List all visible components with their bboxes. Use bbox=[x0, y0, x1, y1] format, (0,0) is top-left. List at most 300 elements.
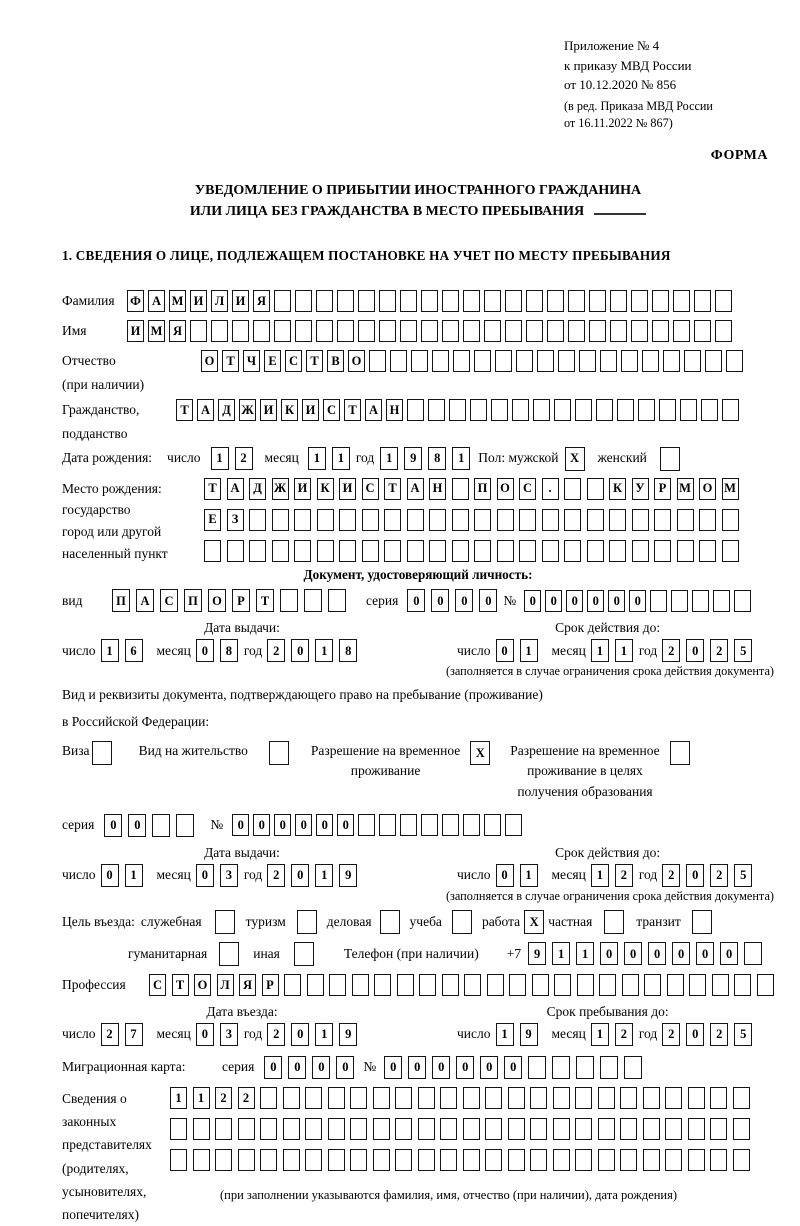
char-cell[interactable]: 1 bbox=[315, 864, 333, 887]
char-cell[interactable] bbox=[304, 589, 322, 612]
char-cell[interactable] bbox=[575, 399, 592, 421]
char-cell[interactable]: . bbox=[542, 478, 559, 500]
char-cell[interactable]: Т bbox=[256, 589, 274, 612]
char-cell[interactable] bbox=[596, 399, 613, 421]
char-cell[interactable] bbox=[589, 320, 606, 342]
char-cell[interactable] bbox=[316, 320, 333, 342]
char-cell[interactable] bbox=[227, 540, 244, 562]
char-cell[interactable]: 0 bbox=[496, 864, 514, 887]
char-cell[interactable]: 2 bbox=[238, 1087, 255, 1109]
char-cell[interactable]: К bbox=[317, 478, 334, 500]
char-cell[interactable]: 0 bbox=[696, 942, 714, 965]
char-cell[interactable]: 1 bbox=[332, 447, 350, 470]
char-cell[interactable] bbox=[715, 290, 732, 312]
char-cell[interactable]: 7 bbox=[125, 1023, 143, 1046]
char-cell[interactable]: О bbox=[497, 478, 514, 500]
char-cell[interactable] bbox=[624, 1056, 642, 1079]
char-cell[interactable]: П bbox=[474, 478, 491, 500]
char-cell[interactable]: А bbox=[407, 478, 424, 500]
char-cell[interactable] bbox=[577, 974, 594, 996]
char-cell[interactable] bbox=[547, 320, 564, 342]
char-cell[interactable] bbox=[470, 399, 487, 421]
char-cell[interactable] bbox=[710, 1087, 727, 1109]
char-cell[interactable]: 0 bbox=[720, 942, 738, 965]
char-cell[interactable] bbox=[733, 1118, 750, 1140]
char-cell[interactable]: 1 bbox=[520, 864, 538, 887]
char-cell[interactable]: О bbox=[194, 974, 211, 996]
char-cell[interactable]: З bbox=[227, 509, 244, 531]
char-cell[interactable] bbox=[419, 974, 436, 996]
char-cell[interactable] bbox=[576, 1056, 594, 1079]
char-cell[interactable]: 6 bbox=[125, 639, 143, 662]
char-cell[interactable] bbox=[692, 590, 709, 612]
char-cell[interactable] bbox=[715, 320, 732, 342]
char-cell[interactable] bbox=[379, 290, 396, 312]
char-cell[interactable] bbox=[440, 1087, 457, 1109]
char-cell[interactable] bbox=[526, 320, 543, 342]
char-cell[interactable] bbox=[442, 974, 459, 996]
char-cell[interactable] bbox=[373, 1118, 390, 1140]
char-cell[interactable] bbox=[453, 350, 470, 372]
char-cell[interactable] bbox=[421, 320, 438, 342]
char-cell[interactable]: О bbox=[699, 478, 716, 500]
temp-residence-education-checkbox[interactable] bbox=[670, 741, 690, 765]
char-cell[interactable] bbox=[642, 350, 659, 372]
char-cell[interactable] bbox=[575, 1087, 592, 1109]
char-cell[interactable] bbox=[204, 540, 221, 562]
char-cell[interactable] bbox=[600, 1056, 618, 1079]
char-cell[interactable] bbox=[671, 590, 688, 612]
char-cell[interactable]: 0 bbox=[337, 814, 354, 836]
char-cell[interactable] bbox=[710, 1118, 727, 1140]
char-cell[interactable] bbox=[599, 974, 616, 996]
char-cell[interactable] bbox=[643, 1118, 660, 1140]
char-cell[interactable] bbox=[295, 320, 312, 342]
char-cell[interactable] bbox=[663, 350, 680, 372]
char-cell[interactable] bbox=[589, 290, 606, 312]
char-cell[interactable]: Ж bbox=[239, 399, 256, 421]
char-cell[interactable] bbox=[400, 290, 417, 312]
char-cell[interactable]: 5 bbox=[734, 1023, 752, 1046]
purpose-humanitarian-checkbox[interactable] bbox=[219, 942, 239, 966]
char-cell[interactable]: А bbox=[148, 290, 165, 312]
purpose-other-checkbox[interactable] bbox=[294, 942, 314, 966]
female-checkbox[interactable] bbox=[660, 447, 680, 471]
char-cell[interactable]: 0 bbox=[408, 1056, 426, 1079]
char-cell[interactable] bbox=[610, 290, 627, 312]
char-cell[interactable]: 3 bbox=[220, 1023, 238, 1046]
char-cell[interactable]: 0 bbox=[432, 1056, 450, 1079]
char-cell[interactable]: 1 bbox=[591, 639, 609, 662]
char-cell[interactable] bbox=[519, 509, 536, 531]
char-cell[interactable] bbox=[598, 1087, 615, 1109]
char-cell[interactable] bbox=[283, 1118, 300, 1140]
char-cell[interactable] bbox=[587, 478, 604, 500]
char-cell[interactable]: 0 bbox=[291, 639, 309, 662]
visa-checkbox[interactable] bbox=[92, 741, 112, 765]
char-cell[interactable] bbox=[710, 1149, 727, 1171]
char-cell[interactable] bbox=[553, 1087, 570, 1109]
char-cell[interactable]: А bbox=[136, 589, 154, 612]
char-cell[interactable]: 0 bbox=[456, 1056, 474, 1079]
char-cell[interactable]: О bbox=[208, 589, 226, 612]
char-cell[interactable] bbox=[442, 290, 459, 312]
char-cell[interactable] bbox=[484, 814, 501, 836]
char-cell[interactable] bbox=[694, 290, 711, 312]
char-cell[interactable] bbox=[509, 974, 526, 996]
char-cell[interactable] bbox=[713, 590, 730, 612]
char-cell[interactable] bbox=[374, 974, 391, 996]
char-cell[interactable] bbox=[442, 814, 459, 836]
char-cell[interactable]: 0 bbox=[128, 814, 146, 837]
char-cell[interactable] bbox=[553, 1118, 570, 1140]
char-cell[interactable]: 2 bbox=[662, 639, 680, 662]
char-cell[interactable] bbox=[400, 320, 417, 342]
temp-residence-checkbox[interactable]: X bbox=[470, 741, 490, 765]
char-cell[interactable]: 1 bbox=[496, 1023, 514, 1046]
char-cell[interactable]: 0 bbox=[291, 864, 309, 887]
char-cell[interactable] bbox=[610, 320, 627, 342]
char-cell[interactable]: 1 bbox=[591, 864, 609, 887]
char-cell[interactable]: 0 bbox=[196, 639, 214, 662]
char-cell[interactable]: М bbox=[169, 290, 186, 312]
char-cell[interactable] bbox=[722, 540, 739, 562]
char-cell[interactable] bbox=[429, 509, 446, 531]
char-cell[interactable] bbox=[193, 1149, 210, 1171]
char-cell[interactable] bbox=[568, 290, 585, 312]
char-cell[interactable] bbox=[463, 814, 480, 836]
char-cell[interactable]: 2 bbox=[662, 1023, 680, 1046]
char-cell[interactable] bbox=[620, 1149, 637, 1171]
char-cell[interactable]: 1 bbox=[615, 639, 633, 662]
char-cell[interactable] bbox=[395, 1087, 412, 1109]
char-cell[interactable] bbox=[294, 509, 311, 531]
char-cell[interactable]: К bbox=[609, 478, 626, 500]
char-cell[interactable]: Е bbox=[264, 350, 281, 372]
char-cell[interactable] bbox=[369, 350, 386, 372]
char-cell[interactable]: 0 bbox=[600, 942, 618, 965]
char-cell[interactable] bbox=[508, 1087, 525, 1109]
char-cell[interactable] bbox=[328, 589, 346, 612]
char-cell[interactable]: М bbox=[722, 478, 739, 500]
char-cell[interactable] bbox=[463, 1149, 480, 1171]
char-cell[interactable] bbox=[452, 478, 469, 500]
char-cell[interactable]: 9 bbox=[404, 447, 422, 470]
char-cell[interactable]: 0 bbox=[686, 864, 704, 887]
char-cell[interactable] bbox=[491, 399, 508, 421]
char-cell[interactable]: 1 bbox=[125, 864, 143, 887]
char-cell[interactable] bbox=[190, 320, 207, 342]
char-cell[interactable] bbox=[474, 540, 491, 562]
char-cell[interactable] bbox=[272, 509, 289, 531]
char-cell[interactable] bbox=[621, 350, 638, 372]
char-cell[interactable] bbox=[484, 290, 501, 312]
char-cell[interactable]: 1 bbox=[211, 447, 229, 470]
char-cell[interactable] bbox=[734, 590, 751, 612]
char-cell[interactable]: 0 bbox=[545, 590, 562, 612]
char-cell[interactable] bbox=[677, 540, 694, 562]
char-cell[interactable] bbox=[487, 974, 504, 996]
char-cell[interactable] bbox=[215, 1118, 232, 1140]
char-cell[interactable] bbox=[631, 290, 648, 312]
char-cell[interactable]: О bbox=[348, 350, 365, 372]
char-cell[interactable] bbox=[673, 320, 690, 342]
char-cell[interactable]: 9 bbox=[339, 1023, 357, 1046]
purpose-study-checkbox[interactable] bbox=[452, 910, 472, 934]
char-cell[interactable] bbox=[659, 399, 676, 421]
char-cell[interactable] bbox=[272, 540, 289, 562]
char-cell[interactable]: Я bbox=[239, 974, 256, 996]
char-cell[interactable] bbox=[505, 814, 522, 836]
char-cell[interactable]: А bbox=[227, 478, 244, 500]
char-cell[interactable] bbox=[238, 1118, 255, 1140]
char-cell[interactable] bbox=[744, 942, 762, 965]
char-cell[interactable]: В bbox=[327, 350, 344, 372]
char-cell[interactable] bbox=[665, 1149, 682, 1171]
char-cell[interactable]: 0 bbox=[101, 864, 119, 887]
char-cell[interactable] bbox=[305, 1118, 322, 1140]
char-cell[interactable]: И bbox=[302, 399, 319, 421]
char-cell[interactable] bbox=[530, 1149, 547, 1171]
char-cell[interactable] bbox=[373, 1149, 390, 1171]
char-cell[interactable] bbox=[684, 350, 701, 372]
char-cell[interactable]: Т bbox=[344, 399, 361, 421]
char-cell[interactable] bbox=[631, 320, 648, 342]
char-cell[interactable] bbox=[215, 1149, 232, 1171]
char-cell[interactable]: Т bbox=[222, 350, 239, 372]
char-cell[interactable]: 1 bbox=[591, 1023, 609, 1046]
char-cell[interactable]: 2 bbox=[101, 1023, 119, 1046]
char-cell[interactable]: Я bbox=[253, 290, 270, 312]
char-cell[interactable]: 2 bbox=[710, 864, 728, 887]
char-cell[interactable] bbox=[350, 1118, 367, 1140]
char-cell[interactable] bbox=[528, 1056, 546, 1079]
char-cell[interactable]: К bbox=[281, 399, 298, 421]
char-cell[interactable] bbox=[485, 1087, 502, 1109]
char-cell[interactable] bbox=[598, 1149, 615, 1171]
char-cell[interactable]: 1 bbox=[576, 942, 594, 965]
char-cell[interactable]: Н bbox=[386, 399, 403, 421]
char-cell[interactable]: С bbox=[285, 350, 302, 372]
char-cell[interactable] bbox=[632, 509, 649, 531]
char-cell[interactable]: 2 bbox=[267, 864, 285, 887]
char-cell[interactable] bbox=[260, 1087, 277, 1109]
char-cell[interactable] bbox=[530, 1087, 547, 1109]
char-cell[interactable]: 0 bbox=[672, 942, 690, 965]
char-cell[interactable] bbox=[600, 350, 617, 372]
char-cell[interactable]: 0 bbox=[291, 1023, 309, 1046]
char-cell[interactable] bbox=[701, 399, 718, 421]
char-cell[interactable] bbox=[249, 509, 266, 531]
char-cell[interactable] bbox=[519, 540, 536, 562]
char-cell[interactable] bbox=[463, 1087, 480, 1109]
char-cell[interactable] bbox=[542, 540, 559, 562]
char-cell[interactable]: 1 bbox=[520, 639, 538, 662]
char-cell[interactable] bbox=[170, 1118, 187, 1140]
char-cell[interactable] bbox=[652, 290, 669, 312]
char-cell[interactable] bbox=[193, 1118, 210, 1140]
char-cell[interactable] bbox=[652, 320, 669, 342]
char-cell[interactable]: Л bbox=[211, 290, 228, 312]
char-cell[interactable] bbox=[328, 1118, 345, 1140]
char-cell[interactable] bbox=[575, 1118, 592, 1140]
char-cell[interactable] bbox=[395, 1149, 412, 1171]
char-cell[interactable] bbox=[449, 399, 466, 421]
char-cell[interactable]: 2 bbox=[710, 639, 728, 662]
char-cell[interactable]: 0 bbox=[196, 864, 214, 887]
char-cell[interactable]: И bbox=[232, 290, 249, 312]
char-cell[interactable] bbox=[452, 540, 469, 562]
char-cell[interactable] bbox=[665, 1087, 682, 1109]
char-cell[interactable]: Т bbox=[384, 478, 401, 500]
char-cell[interactable]: Д bbox=[249, 478, 266, 500]
char-cell[interactable] bbox=[568, 320, 585, 342]
char-cell[interactable]: Т bbox=[172, 974, 189, 996]
char-cell[interactable] bbox=[587, 540, 604, 562]
char-cell[interactable] bbox=[673, 290, 690, 312]
char-cell[interactable] bbox=[587, 509, 604, 531]
purpose-business-checkbox[interactable] bbox=[380, 910, 400, 934]
char-cell[interactable] bbox=[211, 320, 228, 342]
char-cell[interactable] bbox=[429, 540, 446, 562]
char-cell[interactable] bbox=[463, 290, 480, 312]
char-cell[interactable] bbox=[542, 509, 559, 531]
char-cell[interactable] bbox=[317, 540, 334, 562]
char-cell[interactable] bbox=[379, 320, 396, 342]
char-cell[interactable] bbox=[495, 350, 512, 372]
char-cell[interactable] bbox=[689, 974, 706, 996]
char-cell[interactable] bbox=[554, 974, 571, 996]
char-cell[interactable] bbox=[339, 540, 356, 562]
char-cell[interactable] bbox=[547, 290, 564, 312]
char-cell[interactable] bbox=[654, 540, 671, 562]
char-cell[interactable]: И bbox=[190, 290, 207, 312]
char-cell[interactable] bbox=[452, 509, 469, 531]
char-cell[interactable]: 1 bbox=[380, 447, 398, 470]
char-cell[interactable]: И bbox=[260, 399, 277, 421]
char-cell[interactable] bbox=[699, 509, 716, 531]
char-cell[interactable]: 0 bbox=[629, 590, 646, 612]
char-cell[interactable]: Р bbox=[232, 589, 250, 612]
char-cell[interactable] bbox=[733, 1149, 750, 1171]
char-cell[interactable] bbox=[598, 1118, 615, 1140]
char-cell[interactable] bbox=[688, 1118, 705, 1140]
char-cell[interactable] bbox=[295, 290, 312, 312]
char-cell[interactable]: 0 bbox=[253, 814, 270, 836]
char-cell[interactable] bbox=[418, 1087, 435, 1109]
char-cell[interactable]: 0 bbox=[336, 1056, 354, 1079]
char-cell[interactable] bbox=[428, 399, 445, 421]
char-cell[interactable] bbox=[238, 1149, 255, 1171]
char-cell[interactable]: 0 bbox=[232, 814, 249, 836]
char-cell[interactable] bbox=[564, 509, 581, 531]
char-cell[interactable]: М bbox=[148, 320, 165, 342]
char-cell[interactable]: 0 bbox=[316, 814, 333, 836]
char-cell[interactable] bbox=[463, 320, 480, 342]
char-cell[interactable] bbox=[654, 509, 671, 531]
char-cell[interactable]: О bbox=[201, 350, 218, 372]
char-cell[interactable]: 0 bbox=[431, 589, 449, 612]
char-cell[interactable]: 0 bbox=[566, 590, 583, 612]
char-cell[interactable] bbox=[632, 540, 649, 562]
char-cell[interactable] bbox=[280, 589, 298, 612]
char-cell[interactable] bbox=[328, 1149, 345, 1171]
char-cell[interactable]: У bbox=[632, 478, 649, 500]
char-cell[interactable] bbox=[553, 1149, 570, 1171]
char-cell[interactable]: Я bbox=[169, 320, 186, 342]
char-cell[interactable] bbox=[497, 509, 514, 531]
char-cell[interactable] bbox=[680, 399, 697, 421]
char-cell[interactable]: 0 bbox=[480, 1056, 498, 1079]
char-cell[interactable]: 0 bbox=[686, 639, 704, 662]
char-cell[interactable]: М bbox=[677, 478, 694, 500]
char-cell[interactable]: С bbox=[149, 974, 166, 996]
char-cell[interactable]: Л bbox=[217, 974, 234, 996]
char-cell[interactable]: Т bbox=[176, 399, 193, 421]
purpose-private-checkbox[interactable] bbox=[604, 910, 624, 934]
char-cell[interactable]: И bbox=[339, 478, 356, 500]
char-cell[interactable]: С bbox=[160, 589, 178, 612]
char-cell[interactable] bbox=[677, 509, 694, 531]
char-cell[interactable]: С bbox=[362, 478, 379, 500]
char-cell[interactable]: С bbox=[519, 478, 536, 500]
char-cell[interactable] bbox=[734, 974, 751, 996]
purpose-official-checkbox[interactable] bbox=[215, 910, 235, 934]
char-cell[interactable] bbox=[564, 540, 581, 562]
char-cell[interactable] bbox=[464, 974, 481, 996]
char-cell[interactable] bbox=[643, 1087, 660, 1109]
char-cell[interactable]: Ж bbox=[272, 478, 289, 500]
char-cell[interactable]: 5 bbox=[734, 864, 752, 887]
char-cell[interactable]: 1 bbox=[552, 942, 570, 965]
char-cell[interactable] bbox=[329, 974, 346, 996]
char-cell[interactable] bbox=[170, 1149, 187, 1171]
char-cell[interactable] bbox=[400, 814, 417, 836]
char-cell[interactable] bbox=[508, 1149, 525, 1171]
char-cell[interactable] bbox=[622, 974, 639, 996]
char-cell[interactable] bbox=[407, 540, 424, 562]
char-cell[interactable]: 0 bbox=[384, 1056, 402, 1079]
char-cell[interactable] bbox=[575, 1149, 592, 1171]
char-cell[interactable]: 0 bbox=[479, 589, 497, 612]
char-cell[interactable]: 0 bbox=[295, 814, 312, 836]
char-cell[interactable] bbox=[411, 350, 428, 372]
char-cell[interactable] bbox=[484, 320, 501, 342]
char-cell[interactable] bbox=[339, 509, 356, 531]
char-cell[interactable] bbox=[485, 1149, 502, 1171]
char-cell[interactable]: П bbox=[112, 589, 130, 612]
char-cell[interactable] bbox=[350, 1087, 367, 1109]
char-cell[interactable]: 1 bbox=[308, 447, 326, 470]
char-cell[interactable]: 3 bbox=[220, 864, 238, 887]
char-cell[interactable]: 9 bbox=[339, 864, 357, 887]
char-cell[interactable] bbox=[358, 814, 375, 836]
char-cell[interactable] bbox=[485, 1118, 502, 1140]
char-cell[interactable]: 2 bbox=[615, 1023, 633, 1046]
char-cell[interactable] bbox=[232, 320, 249, 342]
char-cell[interactable] bbox=[274, 320, 291, 342]
residence-permit-checkbox[interactable] bbox=[269, 741, 289, 765]
char-cell[interactable] bbox=[337, 290, 354, 312]
char-cell[interactable] bbox=[579, 350, 596, 372]
char-cell[interactable] bbox=[667, 974, 684, 996]
char-cell[interactable] bbox=[722, 399, 739, 421]
char-cell[interactable] bbox=[379, 814, 396, 836]
char-cell[interactable] bbox=[530, 1118, 547, 1140]
char-cell[interactable]: 1 bbox=[170, 1087, 187, 1109]
char-cell[interactable]: 8 bbox=[220, 639, 238, 662]
char-cell[interactable] bbox=[620, 1118, 637, 1140]
